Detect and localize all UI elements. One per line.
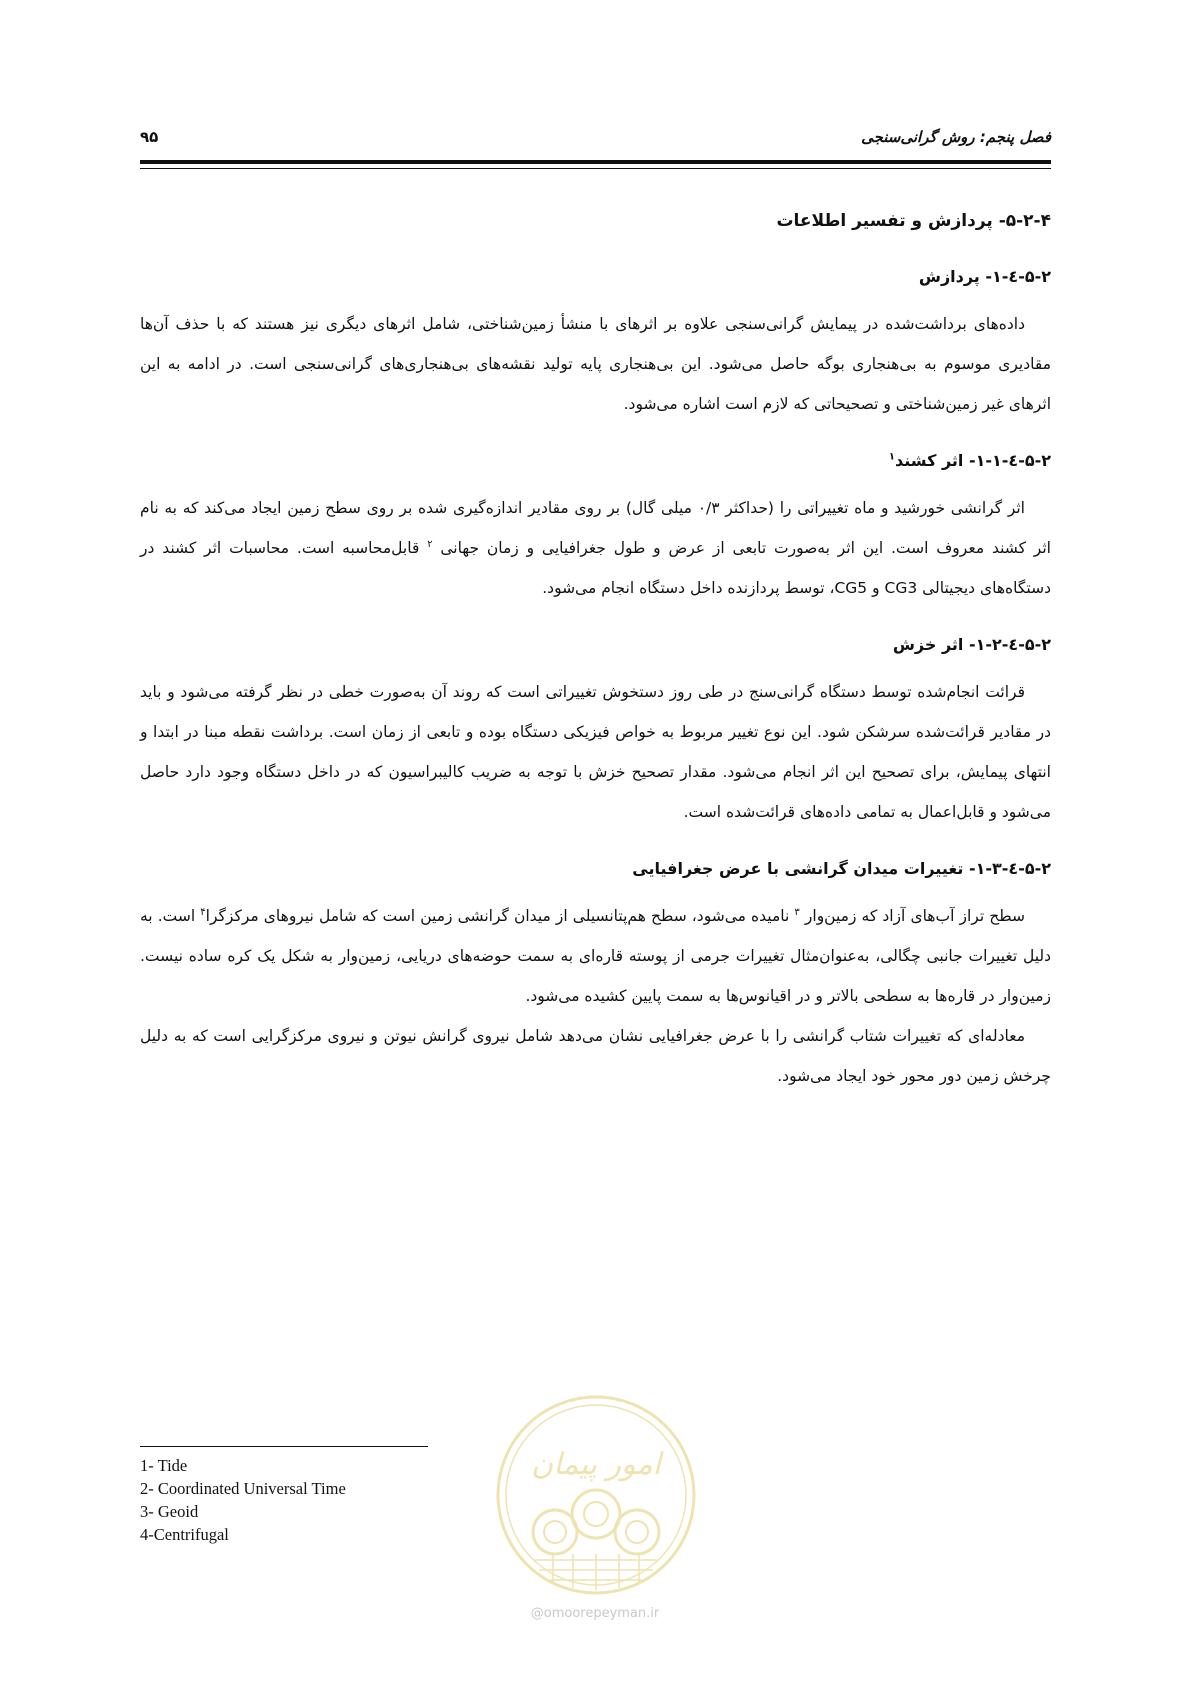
footnote-marker: ۱: [888, 451, 896, 463]
page-number: ۹۵: [140, 128, 159, 146]
footnote-item: 1- Tide: [140, 1456, 188, 1475]
page-body: [140, 208, 1051, 1096]
watermark-url: @omoorepeyman.ir: [530, 1606, 660, 1621]
footnote-item: 4-Centrifugal: [140, 1525, 229, 1544]
footnote-item: 2- Coordinated Universal Time: [140, 1479, 346, 1498]
running-head: [140, 128, 1051, 156]
chapter-title: فصل پنجم: روش گرانی‌سنجی: [861, 128, 1051, 146]
footnote-marker: ۴: [200, 906, 206, 918]
seal-text: امور پیمان: [531, 1447, 661, 1482]
paragraph-latitude-1: [140, 896, 1051, 1016]
paragraph-processing: داده‌های برداشت‌شده در پیمایش گرانی‌سنجی علاوه بر اثرهای با منشأ زمین‌شناختی، شامل اثرهای دیگری نیز هستند که با حذف آن‌ها مقادیری موسوم به بی‌هنجاری بوگه حاصل می‌شود. این بی‌هنجاری پایه تولید نقشه‌های بی‌هنجاری‌های گرانی‌سنجی است. در ادامه به این اثرهای غیر زمین‌شناختی و تصحیحاتی که لازم است اشاره می‌شود.: [140, 315, 1051, 413]
subsection-heading-drift: ۵-۲-٤-۱-۲- اثر خزش: [892, 635, 1051, 654]
heading-text: ۵-۲-٤-۱-۱- اثر کشند: [895, 451, 1051, 470]
paragraph-tide: [140, 488, 1051, 608]
footnote-marker: ۲: [427, 538, 433, 550]
text-run: اثر گرانشی خورشید و ماه تغییراتی را (حداکثر ۰/۳ میلی گال) بر روی مقادیر اندازه‌گیری شده بر روی سطح زمین ایجاد می‌کند که به نام اثر کشند معروف است. این اثر به‌صورت تابعی از عرض و طول جغرافیایی و زمان جهانی: [140, 499, 1051, 557]
text-run: نامیده می‌شود، سطح هم‌پتانسیلی از میدان گرانشی زمین است که شامل نیروهای مرکزگرا: [205, 907, 790, 925]
footnote-marker: ۳: [794, 906, 800, 918]
header-rule-thin: [140, 168, 1051, 169]
subsection-heading-processing: ۵-۲-٤-۱- پردازش: [918, 267, 1051, 286]
footnotes: [140, 1454, 346, 1546]
subsection-heading-latitude: ۵-۲-٤-۱-۳- تغییرات میدان گرانشی با عرض جغرافیایی: [632, 859, 1051, 878]
text-run: قابل‌محاسبه است. محاسبات اثر کشند در دستگاه‌های دیجیتالی CG3 و CG5، توسط پردازنده داخل دستگاه انجام می‌شود.: [140, 539, 1051, 597]
text-run: سطح تراز آب‌های آزاد که زمین‌وار: [804, 907, 1025, 925]
paragraph-latitude-2: معادله‌ای که تغییرات شتاب گرانشی را با عرض جغرافیایی نشان می‌دهد شامل نیروی گرانش نیوتن و نیروی مرکزگرایی است که به دلیل چرخش زمین دور محور خود ایجاد می‌شود.: [140, 1027, 1051, 1085]
section-heading: ۵-۲-۴- پردازش و تفسیر اطلاعات: [776, 211, 1051, 231]
text-run: است. به دلیل تغییرات جانبی چگالی، به‌عنوان‌مثال تغییرات جرمی از پوسته قاره‌ای به سمت حوضه‌های دریایی، زمین‌وار به شکل یک کره ساده نیست. زمین‌وار در قاره‌ها به سطحی بالاتر و در اقیانوس‌ها به سمت پایین کشیده می‌شود.: [140, 907, 1051, 1005]
header-rule-thick: [140, 160, 1051, 164]
footnote-rule: [140, 1446, 428, 1447]
watermark-seal-icon: [493, 1392, 699, 1598]
paragraph-drift: قرائت انجام‌شده توسط دستگاه گرانی‌سنج در طی روز دستخوش تغییراتی است که روند آن به‌صورت خطی در نظر گرفته می‌شود و باید در مقادیر قرائت‌شده سرشکن شود. این نوع تغییر مربوط به خواص فیزیکی دستگاه بوده و تابعی از زمان است. برداشت نقطه مبنا در ابتدا و انتهای پیمایش، برای تصحیح این اثر انجام می‌شود. مقدار تصحیح خزش با توجه به ضریب کالیبراسیون که در داخل دستگاه وجود دارد حاصل می‌شود و قابل‌اعمال به تمامی داده‌های قرائت‌شده است.: [140, 683, 1051, 821]
subsection-heading-tide: [140, 448, 1051, 474]
footnote-item: 3- Geoid: [140, 1502, 199, 1521]
